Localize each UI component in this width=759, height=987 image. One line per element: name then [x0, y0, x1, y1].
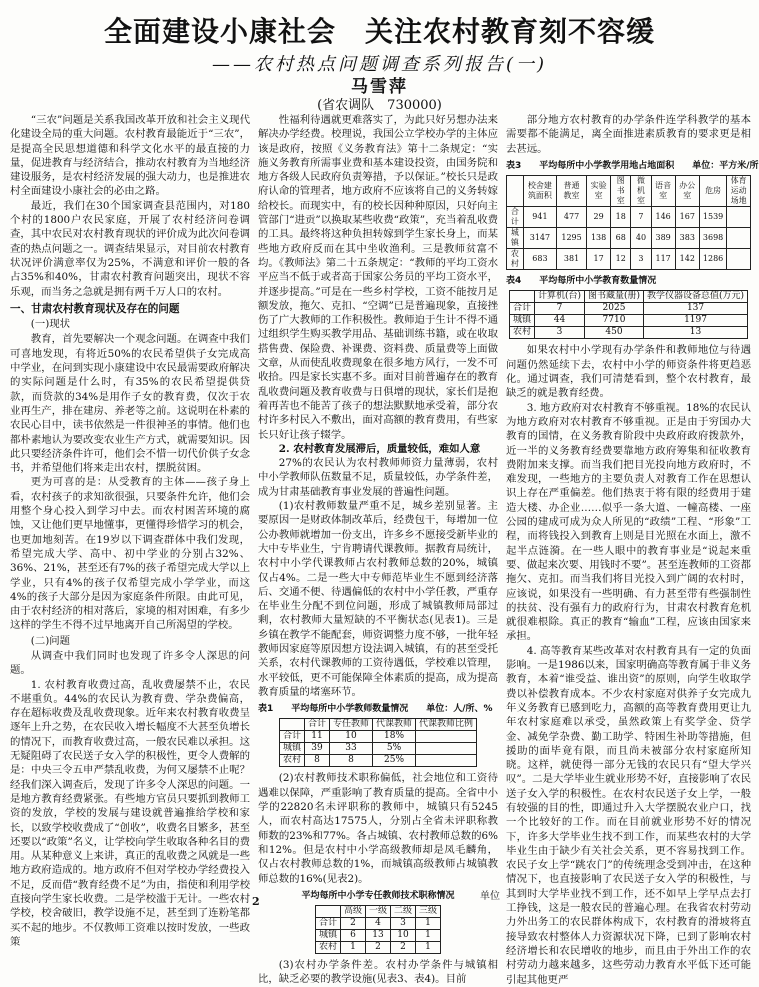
- paragraph: “三农”问题是关系我国改革开放和社会主义现代化建设全局的重大问题。农村教育最能近于“三农”，是提高全民思想道德和科学文化水平的最直接的力量，促进教育与经济结合，推动农村教育为当地经济建设服务，是农村经济发展的强大动力，也是推进农村全面建设小康社会的必由之路。: [10, 114, 250, 198]
- table-3-caption: 表3 平均每所中小学教学用地占地面积 单位：平方米/所: [506, 160, 759, 171]
- paragraph: 最近，我们在30个国家调查县范围内，对180个村的1800户农民家庭，开展了农村经济问卷调查，其中农民对农村教育现状的评价成为此次问卷调查的热点问题之一。调查结果显示，对目前农村教育状况评价满意率仅为25%，不满意和评价一般的各占35%和40%，甘肃农村教育问题突出，现状不容乐观，而当务之急就是拥有两千万人口的农村。: [10, 199, 250, 298]
- table-header: 办公室: [675, 176, 699, 207]
- author-name: 马雪萍: [351, 77, 408, 97]
- column-1: [10, 113, 250, 973]
- table-row: 农村 8 8 25%: [279, 755, 476, 767]
- article-subtitle: ——农村热点问题调查系列报告(一): [211, 54, 548, 75]
- table-header: 体育运动场地: [727, 176, 751, 207]
- table-header: 代课教师比例: [416, 719, 477, 731]
- paragraph: 27%的农民认为农村教师师资力量薄弱，农村中小学教师队伍数量不足，质量较低，办学条件差，成为甘肃基础教育事业发展的普遍性问题。: [258, 457, 498, 498]
- table-header: 三级: [416, 906, 441, 918]
- paragraph: 部分地方农村教育的办学条件连学科教学的基本需要都不能满足，离全面推进素质教育的要求更是相去甚远。: [506, 114, 751, 155]
- paragraph: (3)农村办学条件差。农村办学条件与城镇相比，缺乏必要的教学设施(见表3、表4)。目前: [258, 959, 498, 986]
- table-header: 危房: [699, 176, 726, 207]
- table-header: 图书藏量(册): [584, 291, 643, 303]
- table-header: 二级: [391, 906, 416, 918]
- table-row: 城镇 6 13 10 1: [315, 930, 440, 942]
- table-header: 专任教师: [329, 719, 372, 731]
- table-header: 高级: [340, 906, 365, 918]
- table-header: 图书室: [611, 176, 631, 207]
- article-title: 全面建设小康社会 关注农村教育刻不容缓: [103, 15, 655, 48]
- paragraph: 从调查中我们同时也发现了许多令人深思的问题。: [10, 649, 250, 677]
- table-row: 合计 7 2025 137: [509, 303, 747, 315]
- table-header: 代课教师: [373, 719, 416, 731]
- table-header: 一级: [365, 906, 390, 918]
- column-3: [506, 113, 759, 986]
- table-header: 合计: [304, 719, 329, 731]
- paragraph: 性福利待遇就更难落实了，为此只好另想办法来解决办学经费。校理说，我国公立学校办学的主体应该是政府，按照《义务教育法》第十二条规定：“实施义务教育所需事业费和基本建设投资，由国务院和地方各级人民政府负责筹措，予以保证。”校长只是政府认命的管理者，地方政府不应该将自己的义务转嫁给校长。而现实中，有的校长因种种原因，只好向主管部门“进贡”以换取某些收费“政策”，充当着乱收费的工具。最终将这种负担转嫁到学生家长身上，而某些地方政府反而在其中坐收渔利。三是教师贫富不均。《教师法》第二十五条规定：“教师的平均工资水平应当不低于或者高于国家公务员的平均工资水平，并逐步提高。”可是在一些乡村学校，工资不能按月足额发放，拖欠、克扣、“空调”已是普遍现象，直接挫伤了广大教师的工作积极性。教师迫于生计不得不通过组织学生购买教学用品、基础训练书籍，或在收取搭售费、保险费、补课费、资料费、质量费等上面做文章，从而使乱收费现象在很多地方风行，一发不可收拾。四是家长实惠不多。面对目前普遍存在的教育乱收费问题及教育收费与日俱增的现状，家长们是抱着再苦也不能苦了孩子的想法默默地承受着，部分农村许多村民入不敷出，面对高额的教育费用，有些家长只好让孩子辍学。: [258, 114, 498, 441]
- table-row: 合计 2 4 3 1: [315, 918, 440, 930]
- paragraph: 如果农村中小学现有办学条件和教师地位与待遇问题仍然延续下去，农村中小学的师资条件将更趋恶化。通过调查，我们可清楚看到，整个农村教育，最缺乏的就是教育经费。: [506, 344, 751, 400]
- paragraph: 4. 高等教育某些改革对农村教育具有一定的负面影响。一是1986以来，国家明确高等教育属于非义务教育，本着“谁受益、谁出资”的原则，向学生收取学费以补偿教育成本。不少农村家庭对供养子女完成九年义务教育已感到吃力，高额的高等教育费用更让九年农村家庭难以承受，虽然政策上有奖学金、贷学金、减免学杂费、勤工助学、特困生补助等措施，但援助的面毕竟有限，而且尚未被部分农村家庭所知晓。这样，就使得一部分无钱的农民只有“望大学兴叹”。二是大学毕业生就业形势不好，直接影响了农民送子女入学的积极性。在农村农民送子女上学，一般有较强的目的性，即通过升入大学摆脱农业户口，找一个比较好的工作。而在目前就业形势不好的情况下，许多大学毕业生找不到工作，而某些农村的大学毕业生由于缺少有关社会关系，更不容易找到工作。农民子女上学“跳农门”的传统理念受到冲击，在这种情况下，也直接影响了农民送子女入学的积极性，与其到时大学毕业找不到工作，还不如早上学早点去打工挣钱，这是一般农民的普遍心理。在我省农村劳动力外出务工的农民群体构成下，农村教育的滑坡将直接导致农村整体人力资源状况下降，已到了影响农村经济增长和农民增收的地步，而且由于外出工作的农村劳动力越来越多，这些劳动力教育水平低下还可能引起其他更严: [506, 644, 751, 986]
- table-header: 语音室: [651, 176, 675, 207]
- column-2: [258, 113, 498, 986]
- author-affiliation: (省农调队 730000): [317, 98, 442, 113]
- table-row: 合计 11 10 18%: [279, 731, 476, 743]
- table-row: 城镇 44 7710 1197: [509, 315, 747, 327]
- table-header: 普通教室: [557, 176, 587, 207]
- table-4: [509, 290, 748, 339]
- page-number: 2: [252, 895, 260, 908]
- table-2: [315, 905, 441, 954]
- table-header: 教学仪器设备总值(万元): [644, 291, 748, 303]
- paragraph: 3. 地方政府对农村教育不够重视。18%的农民认为地方政府对农村教育不够重视。正是由于穷国办大教育的国情，在义务教育阶段中央政府政府拨款外，近一半的义务教育经费要靠地方政府筹集和征收教育费附加来支撑。而当我们把目光投向地方政府时，不难发现，一些地方的主要负责人对教育工作在思想认识上存在严重偏差。他们热衷于将有限的经费用于建造大楼、办企业……似乎一条大道、一幢高楼、一座公园的建成可成为众人所见的“政绩”工程、“形象”工程，而将钱投入到教育上则是目光照在水面上，激不起半点涟漪。在一些人眼中的教育事业是“说起来重要、做起来次要、用钱时不要”。甚至连教师的工资都拖欠、克扣。而当我们将目光投入到广阔的农村时，应该说，如果没有一些明确、有力甚至带有些强制性的扶贫、没有强有力的政府行为，甘肃农村教育危机就很难根除。真正的教育“输血”工程，应该由国家来承担。: [506, 401, 751, 643]
- paragraph: (2)农村教师技术职称偏低，社会地位和工资待遇难以保障，严重影响了教育质量的提高。全省中小学的22820名未评职称的教师中，城镇只有5245人，而农村高达17575人，分别占全省未评职称教师数的23%和77%。各占城镇、农村教师总数的6%和12%。但是农村中小学高级教师却是凤毛麟角，仅占农村教师总数的1%，而城镇高级教师占城镇教师总数的16%(见表2)。: [258, 772, 498, 885]
- table-1: [279, 718, 477, 767]
- table-header: 微机室: [631, 176, 651, 207]
- table-1-caption: 表1 平均每所中小学教师数量情况 单位：人/所、%: [258, 704, 493, 715]
- subsection-heading: (二)问题: [30, 634, 71, 647]
- paragraph: 1. 农村教育收费过高，乱收费屡禁不止，农民不堪重负。44%的农民认为教育费、学杂费偏高，存在超标收费及乱收费现象。近年来农村教育收费呈逐年上升之势，在农民收入增长幅度不大甚至负增长的情况下，而教育收费过高，一般农民难以承担。这无疑阻碍了农民送子女入学的积极性，更令人费解的是：中央三令五申严禁乱收费，为何又屡禁不止呢？经我们深入调查后，发现了许多令人深思的问题。一是地方教育经费紧张。有些地方官员只要抓到教师工资的发放，学校的发展与建设就普遍推给学校和家长，以致学校收费成了“创收”，收费名目繁多，甚至还要以“政策”名义，让学校向学生收取各种名目的费用。从某种意义上来讲，真正的乱收费之风就是一些地方政府造成的。地方政府不但对学校办学经费投入不足，反而借“教育经费不足”为由，指使和利用学校直接向学生家长收费。二是学校滥于无计。一些农村学校，校舍破旧，教学设施不足，甚至到了连粉笔都买不起的地步。不仅教师工资难以按时发放，一些政策: [10, 678, 250, 948]
- subsection-heading: (一)现状: [30, 318, 71, 331]
- table-row: 农村 3 450 13: [509, 327, 747, 339]
- table-3: [506, 175, 751, 270]
- table-header: 实验室: [587, 176, 611, 207]
- paragraph: (1)农村教师数量严重不足，城乡差别显著。主要原因一是财政体制改革后，经费包干，每增加一位公办教师就增加一份支出，许多乡不愿接受新毕业的大中专毕业生，宁肯聘请代课教师。据教育局统计，农村中小学代课教师占农村教师总数的20%，城镇仅占4%。二是一些大中专师范毕业生不愿到经济落后、交通不便、待遇偏低的农村中小学任教，严重存在毕业生分配不到位问题，形成了城镇教师局部过剩，农村教师大量短缺的不平衡状态(见表1)。三是乡镇在教学不能配套，师资调整力度不够，一批年轻教师因家庭等原因想方设法调入城镇，有的甚至受托关系，农村代课教师的工资待遇低，学校难以管理，水平较低，更不可能保障全体素质的提高，成为提高教育质量的堵塞环节。: [258, 500, 498, 698]
- table-4-caption: 表4 平均每所中小学教育数量情况: [506, 276, 657, 287]
- table-row: 城镇 3147 1295 138 68 40 389 383 3698: [507, 228, 751, 249]
- paragraph: 更为可喜的是：从受教育的主体——孩子身上看，农村孩子的求知欲很强，只要条件允许，他们会用整个身心投入到学习中去。而农村困苦环境的腐蚀，又让他们更早地懂事，更懂得珍惜学习的机会，也更加地刻苦。在19岁以下调查群体中我们发现，希望完成大学、高中、初中学业的分别占32%、36%、21%，甚至还有7%的孩子希望完成大学以上学业，只有4%的孩子仅希望完成小学学业，而这4%的孩子大部分是因为家庭条件所限。由此可见，由于农村经济的相对落后，家境的相对困难，有多少这样的学生不得不过早地离开自己所渴望的学校。: [10, 476, 250, 632]
- table-row: 城镇 39 33 5%: [279, 743, 476, 755]
- table-row: 合计 941 477 29 18 7 146 167 1539: [507, 207, 751, 228]
- paragraph: 2. 农村教育发展滞后，质量较低，难如人意: [278, 442, 481, 455]
- table-header: 校舍建筑面积: [523, 176, 556, 207]
- table-2-caption: 平均每所中小学专任教师技术职称情况: [301, 890, 455, 901]
- table-row: 农村 683 381 17 12 3 117 142 1286: [507, 249, 751, 270]
- table-header: 计算机(台): [534, 291, 584, 303]
- table-header: [279, 719, 304, 731]
- unit-label: 单位: [480, 891, 500, 902]
- paragraph: 教育，首先要解决一个观念问题。在调查中我们可喜地发现，有将近50%的农民希望供子女完成高中学业，在问到实现小康建设中农民最需要政府解决的实际问题是什么时，有35%的农民希望提供贷款，而贷款的34%是用作子女的教育费，仅次于农业再生产，排在建房、养老等之前。这说明在朴素的农民心目中，读书依然是一件很神圣的事情。他们也都朴素地认为要改变农业生产方式，就需要知识。因此只要经济条件许可，他们会不惜一切代价供子女念书，并希望他们将来走出农村，摆脱贫困。: [10, 333, 250, 475]
- section-heading: 一、甘肃农村教育现状及存在的问题: [10, 302, 180, 315]
- table-row: 农村 1 2 2 1: [315, 942, 440, 954]
